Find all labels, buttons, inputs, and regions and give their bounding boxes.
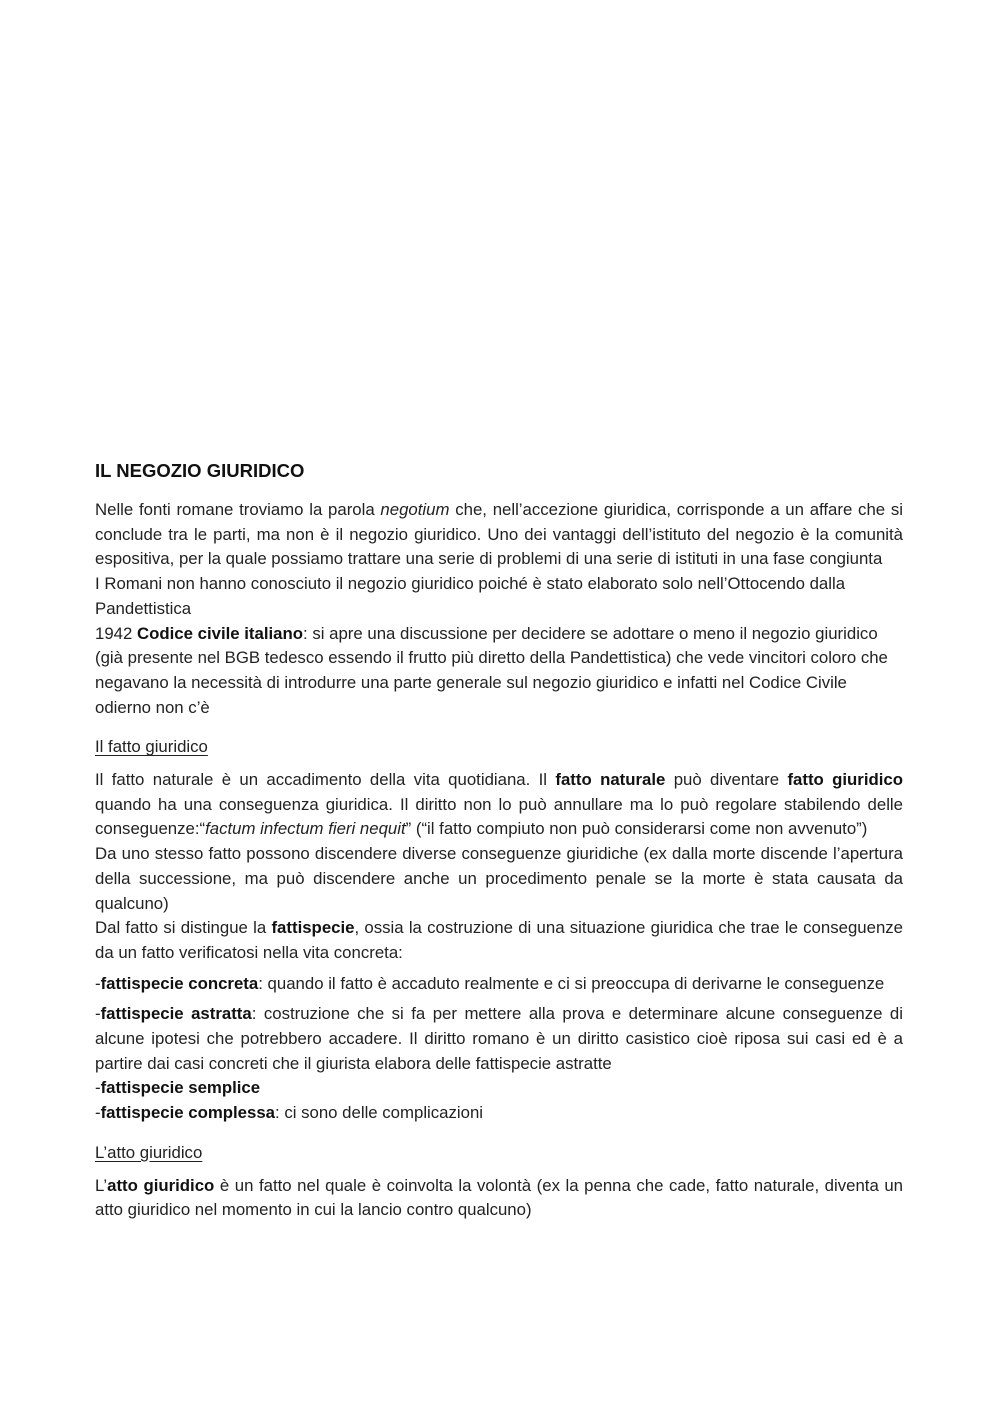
intro-paragraph-negotium bbox=[95, 498, 903, 572]
list-item-fattispecie-concreta bbox=[95, 972, 903, 997]
text-run: , ossia la costruzione di una situazione giuridica che trae le conseguenze da un fatto verificatosi nella vita concreta: bbox=[95, 918, 903, 962]
text-run: quando ha una conseguenza giuridica. Il diritto non lo può annullare ma lo può regolare stabilendo delle conseguenze:“ bbox=[95, 794, 903, 839]
bold-term: fattispecie bbox=[271, 918, 355, 938]
text-run: può diventare bbox=[665, 770, 788, 790]
list-item-fattispecie-semplice bbox=[95, 1076, 903, 1101]
bold-term: fattispecie semplice bbox=[100, 1078, 261, 1098]
bold-term: Codice civile italiano bbox=[137, 623, 304, 643]
list-dash: - bbox=[95, 973, 101, 993]
list-dash: - bbox=[95, 1103, 101, 1123]
intro-paragraph-romani: I Romani non hanno conosciuto il negozio giuridico poiché è stato elaborato solo nell’Ottocendo dalla Pandettistica bbox=[95, 574, 846, 618]
fatto-paragraph-naturale bbox=[95, 768, 903, 842]
list-dash: - bbox=[95, 1078, 101, 1098]
text-run: : si apre una discussione per decidere se adottare o meno il negozio giuridico (già presente nel BGB tedesco essendo il frutto più diretto della Pandettistica) che vede vincitori coloro che negavano la necessità di introdurre una parte generale sul negozio giuridico e infatti nel Codice Civile odierno non c’è bbox=[95, 623, 888, 717]
italic-term: negotium bbox=[380, 500, 450, 519]
atto-paragraph bbox=[95, 1174, 903, 1223]
intro-paragraph-codice-civile bbox=[95, 622, 903, 721]
text-run: è un fatto nel quale è coinvolta la volontà (ex la penna che cade, fatto naturale, diventa un atto giuridico nel momento in cui la lancio contro qualcuno) bbox=[95, 1175, 903, 1220]
text-run: : quando il fatto è accaduto realmente e ci si preoccupa di derivarne le conseguenze bbox=[258, 973, 885, 993]
document-body bbox=[95, 458, 903, 1223]
text-run: che, nell’accezione giuridica, corrisponde a un affare che si conclude tra le parti, ma non è il negozio giuridico. Uno dei vantaggi dell’istituto del negozio è la comunità espositiva, per la quale possiamo trattare una serie di problemi di una serie di istituti in una fase congiunta bbox=[95, 500, 903, 569]
list-dash: - bbox=[95, 1004, 101, 1024]
text-run: Il fatto naturale è un accadimento della vita quotidiana. Il bbox=[95, 770, 556, 790]
latin-quote: factum infectum fieri nequit bbox=[205, 819, 406, 839]
text-run: : costruzione che si fa per mettere alla prova e determinare alcune conseguenze di alcune ipotesi che potrebbero accadere. Il diritto romano è un diritto casistico cioè riposa sui casi ed è a partire dai casi concreti che il giurista elabora delle fattispecie astratte bbox=[95, 1004, 903, 1073]
bold-term: fatto naturale bbox=[555, 770, 666, 790]
bold-term: fattispecie concreta bbox=[100, 973, 259, 993]
document-title: IL NEGOZIO GIURIDICO bbox=[95, 460, 305, 481]
text-run: L’ bbox=[95, 1175, 108, 1195]
section-heading-atto-giuridico: L’atto giuridico bbox=[95, 1142, 203, 1162]
text-run: 1942 bbox=[95, 623, 137, 643]
bold-term: atto giuridico bbox=[107, 1175, 215, 1195]
text-run: Nelle fonti romane troviamo la parola bbox=[95, 500, 381, 519]
text-run: ” (“il fatto compiuto non può considerarsi come non avvenuto”) bbox=[405, 819, 868, 839]
text-run: : ci sono delle complicazioni bbox=[275, 1103, 484, 1123]
text-run: Dal fatto si distingue la bbox=[95, 918, 272, 938]
fatto-paragraph-fattispecie bbox=[95, 916, 903, 965]
bold-term: fattispecie astratta bbox=[100, 1004, 252, 1024]
list-item-fattispecie-complessa bbox=[95, 1101, 903, 1126]
list-item-fattispecie-astratta bbox=[95, 1002, 903, 1076]
section-heading-fatto-giuridico: Il fatto giuridico bbox=[95, 737, 208, 757]
fatto-paragraph-conseguenze: Da uno stesso fatto possono discendere diverse conseguenze giuridiche (ex dalla morte discende l’apertura della successione, ma può discendere anche un procedimento penale se la morte è stata causata da qualcuno) bbox=[95, 844, 903, 913]
bold-term: fattispecie complessa bbox=[100, 1103, 276, 1123]
bold-term: fatto giuridico bbox=[787, 770, 903, 790]
